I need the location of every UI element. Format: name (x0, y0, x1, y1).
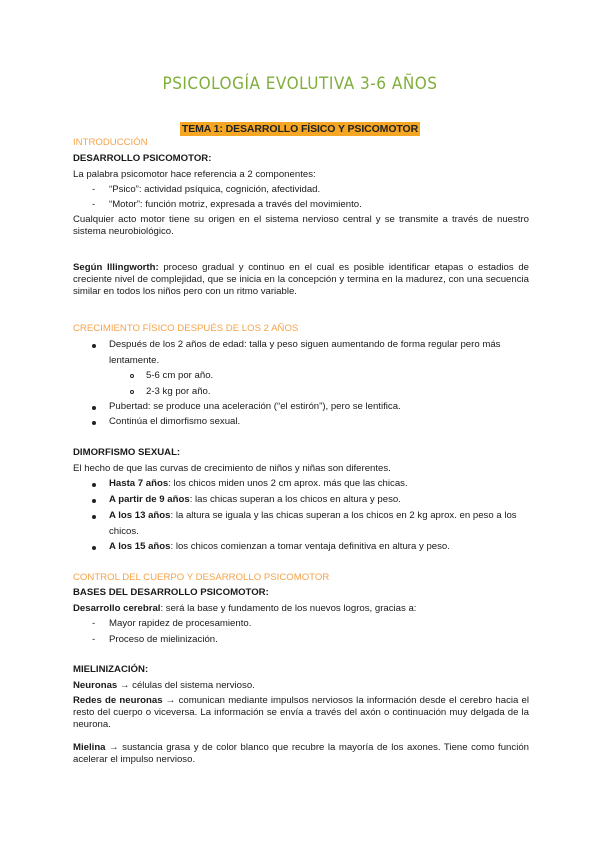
section-heading-introduccion: INTRODUCCIÓN (73, 137, 148, 148)
bullet-item-continuation: lentamente. (109, 355, 160, 366)
bullet-item-continuation: chicos. (109, 526, 139, 537)
section-heading-mielinizacion: MIELINIZACIÓN: (73, 664, 149, 675)
bullet-text: : la altura se iguala y las chicas superan a los chicos en 2 kg aprox. en peso a los (170, 510, 517, 521)
document-title: PSICOLOGÍA EVOLUTIVA 3-6 AÑOS (162, 74, 438, 94)
dash-marker: - (92, 199, 96, 210)
bullet-marker (92, 344, 96, 348)
dimorfismo-intro: El hecho de que las curvas de crecimiento de niños y niñas son diferentes. (73, 463, 391, 474)
bullet-item-pubertad: Pubertad: se produce una aceleración (“el estirón”), pero se lentifica. (109, 401, 401, 412)
neuronas-label: Neuronas (73, 680, 118, 691)
bullet-item-a-partir-9 (109, 494, 401, 506)
dash-marker: - (92, 634, 96, 645)
bullet-label: A los 15 años (109, 541, 171, 552)
paragraph-acto-motor: Cualquier acto motor tiene su origen en el sistema nervioso central y se transmite a través de nuestro sistema neurobiológico. (73, 214, 529, 237)
bullet-item-talla-peso: Después de los 2 años de edad: talla y peso siguen aumentando de forma regular pero más (109, 339, 501, 350)
mielina-label: Mielina (73, 742, 106, 753)
bullet-item-13 (109, 510, 517, 522)
bullet-label: A los 13 años (109, 510, 171, 521)
bullet-label: Hasta 7 años (109, 478, 169, 489)
mielina-text: → sustancia grasa y de color blanco que recubre la mayoría de los axones. Tiene como función acelerar el impulso nervioso. (73, 742, 529, 765)
bullet-text: : los chicos comienzan a tomar ventaja definitiva en altura y peso. (170, 541, 450, 552)
sub-item-kg: 2-3 kg por año. (146, 386, 211, 397)
dash-marker: - (92, 618, 96, 629)
illingworth-label: Según Illingworth: (73, 262, 159, 273)
bullet-marker (92, 499, 96, 503)
bullet-text: : los chicos miden unos 2 cm aprox. más que las chicas. (168, 478, 408, 489)
subheading-desarrollo-psicomotor: DESARROLLO PSICOMOTOR: (73, 153, 212, 164)
bullet-marker (92, 406, 96, 410)
cerebral-text: : será la base y fundamento de los nuevos logros, gracias a: (160, 603, 417, 614)
tema-heading: TEMA 1: DESARROLLO FÍSICO Y PSICOMOTOR (181, 123, 419, 135)
circle-marker (130, 374, 134, 378)
list-item-rapidez: Mayor rapidez de procesamiento. (109, 618, 252, 629)
section-heading-dimorfismo: DIMORFISMO SEXUAL: (73, 447, 181, 458)
neuronas-line (73, 680, 255, 692)
list-item-psico: “Psico”: actividad psíquica, cognición, afectividad. (109, 184, 321, 195)
section-heading-crecimiento: CRECIMIENTO FÍSICO DESPUÉS DE LOS 2 AÑOS (73, 323, 299, 334)
bullet-marker (92, 515, 96, 519)
desarrollo-cerebral-line (73, 603, 416, 615)
section-heading-control: CONTROL DEL CUERPO Y DESARROLLO PSICOMOTOR (73, 572, 330, 583)
paragraph-mielina (73, 742, 529, 766)
illingworth-text: proceso gradual y continuo en el cual es posible identificar etapas o estadios de creciente nivel de complejidad, que se inicia en la concepción y termina en la madurez, con una secuencia similar en todos los niños pero con un ritmo variable. (73, 262, 529, 297)
redes-text: → comunican mediante impulsos nerviosos la información desde el cerebro hacia el resto del cuerpo o viceversa. La información se envía a través del axón o continuación muy delgada de la neurona. (73, 695, 529, 730)
list-item-motor: “Motor”: función motriz, expresada a través del movimiento. (109, 199, 362, 210)
dash-marker: - (92, 184, 96, 195)
circle-marker (130, 390, 134, 394)
subheading-bases: BASES DEL DESARROLLO PSICOMOTOR: (73, 587, 269, 598)
sub-item-cm: 5-6 cm por año. (146, 370, 214, 381)
bullet-marker (92, 546, 96, 550)
cerebral-label: Desarrollo cerebral (73, 603, 161, 614)
redes-label: Redes de neuronas (73, 695, 163, 706)
paragraph-redes (73, 695, 529, 731)
paragraph-illingworth (73, 262, 529, 298)
bullet-text: : las chicas superan a los chicos en altura y peso. (189, 494, 401, 505)
bullet-label: A partir de 9 años (109, 494, 190, 505)
bullet-item-dimorfismo: Continúa el dimorfismo sexual. (109, 416, 241, 427)
bullet-marker (92, 421, 96, 425)
tema-heading-wrap (0, 119, 600, 137)
bullet-marker (92, 483, 96, 487)
list-item-mielinizacion: Proceso de mielinización. (109, 634, 218, 645)
bullet-item-15 (109, 541, 450, 553)
bullet-item-hasta-7 (109, 478, 408, 490)
intro-line: La palabra psicomotor hace referencia a 2 componentes: (73, 169, 316, 180)
neuronas-text: → células del sistema nervioso. (117, 680, 255, 691)
